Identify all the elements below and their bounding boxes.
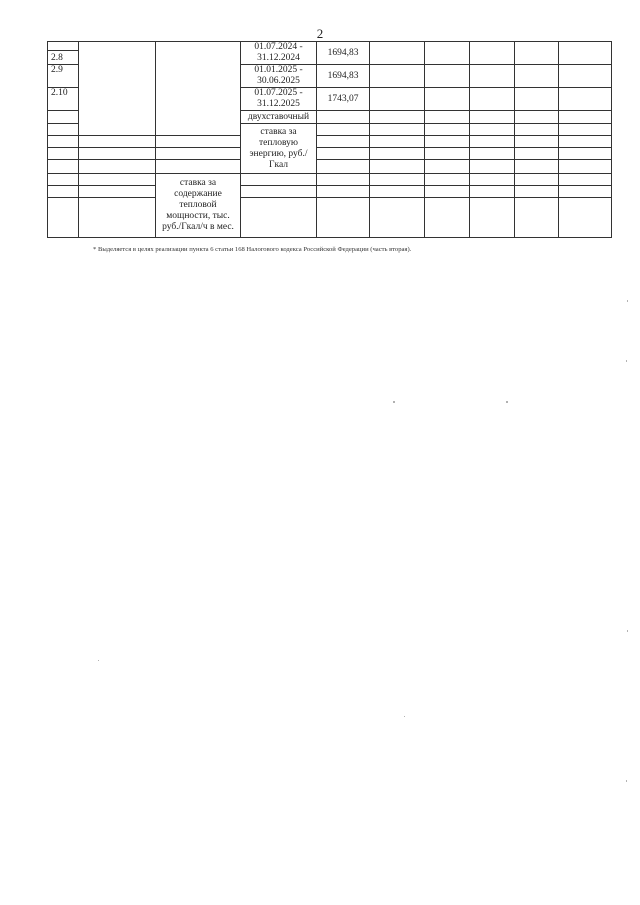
table-cell bbox=[241, 186, 317, 198]
value-cell: 1694,83 bbox=[317, 65, 370, 88]
scan-speck bbox=[506, 401, 508, 403]
table-cell bbox=[48, 160, 79, 174]
table-cell bbox=[425, 42, 470, 65]
table-cell bbox=[425, 65, 470, 88]
table-cell bbox=[241, 174, 317, 186]
table-cell bbox=[317, 160, 370, 174]
table-cell bbox=[370, 65, 425, 88]
table-cell bbox=[425, 198, 470, 238]
table-cell bbox=[515, 65, 559, 88]
table-cell bbox=[317, 148, 370, 160]
table-row bbox=[48, 136, 612, 148]
table-cell bbox=[470, 136, 515, 148]
table-cell bbox=[156, 136, 241, 148]
table-cell bbox=[48, 174, 79, 186]
table-cell bbox=[559, 111, 612, 124]
scan-speck bbox=[627, 300, 628, 302]
scan-speck bbox=[404, 716, 405, 717]
table-cell bbox=[156, 160, 241, 174]
table-cell bbox=[515, 174, 559, 186]
table-cell bbox=[370, 186, 425, 198]
table-row bbox=[48, 174, 612, 186]
scan-speck bbox=[627, 630, 628, 632]
table-cell bbox=[559, 88, 612, 111]
capacity-rate-label: ставка за содержание тепловой мощности, тыс. руб./Гкал/ч в мес. bbox=[156, 174, 241, 238]
table-cell bbox=[317, 198, 370, 238]
period-cell bbox=[241, 65, 317, 88]
two-part-label: двухставочный bbox=[241, 111, 317, 124]
scan-speck bbox=[98, 660, 99, 661]
table-cell bbox=[48, 42, 79, 51]
table-cell bbox=[425, 124, 470, 136]
table-cell bbox=[317, 186, 370, 198]
table-cell bbox=[470, 198, 515, 238]
table-cell bbox=[470, 174, 515, 186]
table-cell bbox=[515, 160, 559, 174]
table-cell bbox=[515, 88, 559, 111]
period-from: 01.07.2025 - bbox=[254, 88, 303, 98]
table-cell bbox=[79, 174, 156, 186]
row-number: 2.8 bbox=[48, 51, 79, 65]
table-cell bbox=[370, 42, 425, 65]
table-cell bbox=[559, 186, 612, 198]
table-cell bbox=[515, 198, 559, 238]
table-cell bbox=[370, 111, 425, 124]
table-row bbox=[48, 148, 612, 160]
table-cell bbox=[48, 186, 79, 198]
period-to: 31.12.2025 bbox=[257, 99, 300, 109]
table-cell bbox=[79, 160, 156, 174]
table-cell bbox=[48, 136, 79, 148]
tariff-table bbox=[47, 41, 612, 238]
table-cell bbox=[425, 148, 470, 160]
period-from: 01.01.2025 - bbox=[254, 65, 303, 75]
table-cell bbox=[317, 174, 370, 186]
table-cell bbox=[559, 160, 612, 174]
table-cell bbox=[48, 111, 79, 124]
table-cell bbox=[370, 136, 425, 148]
table-cell bbox=[317, 111, 370, 124]
period-cell bbox=[241, 42, 317, 65]
table-cell bbox=[425, 186, 470, 198]
period-to: 31.12.2024 bbox=[257, 53, 300, 63]
table-cell bbox=[370, 88, 425, 111]
table-cell bbox=[79, 136, 156, 148]
table-cell bbox=[559, 174, 612, 186]
period-to: 30.06.2025 bbox=[257, 76, 300, 86]
table-cell bbox=[425, 160, 470, 174]
table-cell bbox=[317, 124, 370, 136]
table-row bbox=[48, 42, 612, 51]
table-cell bbox=[470, 88, 515, 111]
table-cell bbox=[425, 88, 470, 111]
table-cell bbox=[470, 42, 515, 65]
table-cell bbox=[470, 160, 515, 174]
table-cell bbox=[559, 65, 612, 88]
table-cell bbox=[470, 65, 515, 88]
footnote: * Выделяется в целях реализации пункта 6 статьи 168 Налогового кодекса Российской Федерации (часть вторая). bbox=[93, 246, 412, 253]
table-cell bbox=[79, 148, 156, 160]
row-number: 2.10 bbox=[48, 88, 79, 111]
table-cell bbox=[515, 186, 559, 198]
table-cell bbox=[425, 136, 470, 148]
table-row bbox=[48, 160, 612, 174]
table-row bbox=[48, 198, 612, 238]
table-cell bbox=[370, 148, 425, 160]
table-cell bbox=[156, 148, 241, 160]
period-cell bbox=[241, 88, 317, 111]
scan-speck bbox=[626, 780, 627, 782]
table-cell bbox=[370, 174, 425, 186]
table-cell bbox=[79, 186, 156, 198]
table-cell bbox=[515, 111, 559, 124]
row-number: 2.9 bbox=[48, 65, 79, 88]
table-cell bbox=[425, 174, 470, 186]
table-cell bbox=[515, 136, 559, 148]
value-cell: 1743,07 bbox=[317, 88, 370, 111]
scan-speck bbox=[393, 401, 395, 403]
table-cell bbox=[79, 42, 156, 136]
table-cell bbox=[559, 198, 612, 238]
table-row bbox=[48, 186, 612, 198]
table-cell bbox=[241, 198, 317, 238]
table-cell bbox=[559, 42, 612, 65]
table-cell bbox=[470, 186, 515, 198]
table-cell bbox=[515, 42, 559, 65]
table-cell bbox=[370, 160, 425, 174]
table-cell bbox=[470, 111, 515, 124]
table-cell bbox=[48, 198, 79, 238]
table-cell bbox=[470, 148, 515, 160]
table-cell bbox=[559, 136, 612, 148]
table-cell bbox=[370, 198, 425, 238]
table-cell bbox=[559, 124, 612, 136]
table-cell bbox=[48, 148, 79, 160]
table-cell bbox=[559, 148, 612, 160]
energy-rate-label: ставка за тепловую энергию, руб./Гкал bbox=[241, 124, 317, 174]
table-cell bbox=[515, 124, 559, 136]
table-cell bbox=[79, 198, 156, 238]
scan-speck bbox=[626, 360, 627, 362]
value-cell: 1694,83 bbox=[317, 42, 370, 65]
page-number: 2 bbox=[316, 26, 324, 41]
table-cell bbox=[470, 124, 515, 136]
table-cell bbox=[515, 148, 559, 160]
period-from: 01.07.2024 - bbox=[254, 42, 303, 52]
table-cell bbox=[156, 42, 241, 136]
table-cell bbox=[370, 124, 425, 136]
table-cell bbox=[425, 111, 470, 124]
table-cell bbox=[48, 124, 79, 136]
table-cell bbox=[317, 136, 370, 148]
